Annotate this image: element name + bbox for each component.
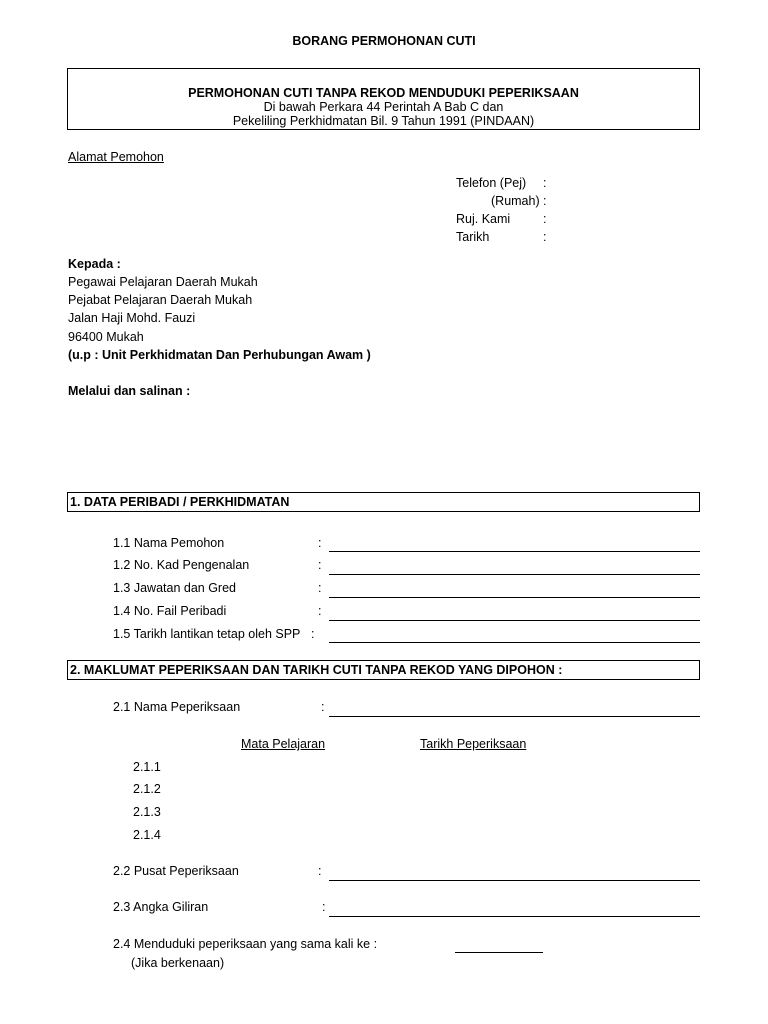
field-label: 1.4 No. Fail Peribadi xyxy=(113,604,227,618)
recipient-line: Jalan Haji Mohd. Fauzi xyxy=(68,311,196,325)
phone-home-colon: : xyxy=(543,194,547,208)
recipient-line: 96400 Mukah xyxy=(68,330,144,344)
field-colon: : xyxy=(318,581,322,595)
header-line1: PERMOHONAN CUTI TANPA REKOD MENDUDUKI PEPERIKSAAN xyxy=(188,86,579,100)
header-box xyxy=(67,68,700,130)
field-colon: : xyxy=(318,558,322,572)
field-colon: : xyxy=(311,627,315,641)
exam-centre-label: 2.2 Pusat Peperiksaan xyxy=(113,864,239,878)
exam-name-label: 2.1 Nama Peperiksaan xyxy=(113,700,241,714)
index-number-field[interactable] xyxy=(329,916,700,917)
attempt-note: (Jika berkenaan) xyxy=(131,956,225,970)
subject-item: 2.1.2 xyxy=(133,782,161,796)
exam-date-column-header: Tarikh Peperiksaan xyxy=(420,737,527,751)
subject-column-header: Mata Pelajaran xyxy=(241,737,326,751)
applicant-name-field[interactable] xyxy=(329,551,700,552)
recipient-line: Pegawai Pelajaran Daerah Mukah xyxy=(68,275,258,289)
attempt-label: 2.4 Menduduki peperiksaan yang sama kali ke : xyxy=(113,937,378,951)
date-colon: : xyxy=(543,230,547,244)
exam-name-colon: : xyxy=(321,700,325,714)
attempt-number-field[interactable] xyxy=(455,952,543,953)
cc-label: Melalui dan salinan : xyxy=(68,384,191,398)
appointment-date-field[interactable] xyxy=(329,642,700,643)
ic-number-field[interactable] xyxy=(329,574,700,575)
reference-label: Ruj. Kami xyxy=(456,212,511,226)
phone-office-label: Telefon (Pej) xyxy=(456,176,527,190)
section2-title: 2. MAKLUMAT PEPERIKSAAN DAN TARIKH CUTI TANPA REKOD YANG DIPOHON : xyxy=(70,663,563,677)
reference-colon: : xyxy=(543,212,547,226)
exam-name-field[interactable] xyxy=(329,716,700,717)
subject-item: 2.1.1 xyxy=(133,760,161,774)
form-title: BORANG PERMOHONAN CUTI xyxy=(292,34,476,48)
header-line3: Pekeliling Perkhidmatan Bil. 9 Tahun 1991 (PINDAAN) xyxy=(232,114,535,128)
date-label: Tarikh xyxy=(456,230,490,244)
header-line2: Di bawah Perkara 44 Perintah A Bab C dan xyxy=(263,100,504,114)
exam-centre-colon: : xyxy=(318,864,322,878)
address-label: Alamat Pemohon xyxy=(68,150,164,164)
subject-item: 2.1.4 xyxy=(133,828,161,842)
field-colon: : xyxy=(318,604,322,618)
recipient-line: Pejabat Pelajaran Daerah Mukah xyxy=(68,293,253,307)
recipient-kepada: Kepada : xyxy=(68,257,121,271)
recipient-up: (u.p : Unit Perkhidmatan Dan Perhubungan Awam ) xyxy=(68,348,371,362)
field-label: 1.5 Tarikh lantikan tetap oleh SPP xyxy=(113,627,301,641)
field-label: 1.2 No. Kad Pengenalan xyxy=(113,558,250,572)
field-label: 1.3 Jawatan dan Gred xyxy=(113,581,236,595)
section1-title: 1. DATA PERIBADI / PERKHIDMATAN xyxy=(70,495,290,509)
index-number-colon: : xyxy=(322,900,326,914)
subject-item: 2.1.3 xyxy=(133,805,161,819)
phone-home-label: (Rumah) xyxy=(491,194,540,208)
index-number-label: 2.3 Angka Giliran xyxy=(113,900,209,914)
phone-office-colon: : xyxy=(543,176,547,190)
section1-header xyxy=(67,492,700,512)
exam-centre-field[interactable] xyxy=(329,880,700,881)
field-colon: : xyxy=(318,536,322,550)
position-grade-field[interactable] xyxy=(329,597,700,598)
section2-header xyxy=(67,660,700,680)
personal-file-field[interactable] xyxy=(329,620,700,621)
field-label: 1.1 Nama Pemohon xyxy=(113,536,225,550)
